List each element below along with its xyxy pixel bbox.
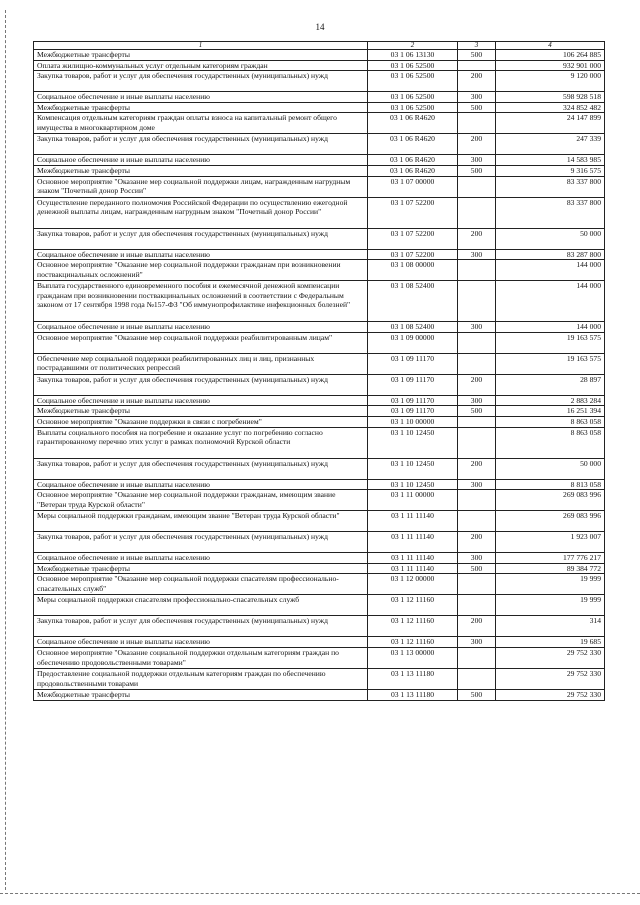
row-type-cell: 200 [458,374,496,395]
row-sum-cell: 19 685 [496,637,605,648]
row-name-cell: Социальное обеспечение и иные выплаты населению [34,395,368,406]
row-name-cell: Социальное обеспечение и иные выплаты населению [34,637,368,648]
row-type-cell: 300 [458,249,496,260]
page-number: 14 [315,22,325,32]
row-sum-cell: 598 928 518 [496,92,605,103]
table-row [34,532,605,553]
row-type-cell: 300 [458,553,496,564]
row-name-cell: Закупка товаров, работ и услуг для обеспечения государственных (муниципальных) нужд [34,374,368,395]
row-code-cell: 03 1 10 12450 [368,427,458,458]
row-name-cell: Межбюджетные трансферты [34,165,368,176]
table-row [34,322,605,333]
row-sum-cell: 14 583 985 [496,155,605,166]
table-row [34,92,605,103]
row-code-cell: 03 1 06 52500 [368,92,458,103]
scan-edge-line-left [5,10,6,890]
row-sum-cell: 19 163 575 [496,353,605,374]
table-row [34,249,605,260]
row-sum-cell: 932 901 000 [496,60,605,71]
row-name-cell: Основное мероприятие "Оказание социальной поддержки отдельным категориям граждан по обеспечению продовольственными товарами" [34,647,368,668]
row-type-cell: 300 [458,92,496,103]
row-type-cell [458,332,496,353]
table-row [34,197,605,228]
row-code-cell: 03 1 09 11170 [368,395,458,406]
row-name-cell: Меры социальной поддержки гражданам, имеющим звание "Ветеран труда Курской области" [34,511,368,532]
row-sum-cell: 9 316 575 [496,165,605,176]
row-name-cell: Основное мероприятие "Оказание мер социальной поддержки лицам, награжденным нагрудным знаком "Почетный донор России" [34,176,368,197]
table-row [34,490,605,511]
row-type-cell: 200 [458,458,496,479]
row-code-cell: 03 1 13 00000 [368,647,458,668]
row-type-cell [458,113,496,134]
table-row [34,374,605,395]
table-row [34,458,605,479]
row-type-cell: 300 [458,479,496,490]
row-type-cell [458,511,496,532]
row-name-cell: Основное мероприятие "Оказание мер социальной поддержки гражданам при возникновении поствакцинальных осложнений" [34,260,368,281]
table-row [34,134,605,155]
row-code-cell: 03 1 11 00000 [368,490,458,511]
row-sum-cell: 8 813 058 [496,479,605,490]
row-sum-cell: 50 000 [496,458,605,479]
row-type-cell [458,176,496,197]
row-name-cell: Меры социальной поддержки спасателям профессионально-спасательных служб [34,595,368,616]
table-row [34,668,605,689]
row-sum-cell: 29 752 330 [496,668,605,689]
table-row [34,647,605,668]
row-type-cell [458,668,496,689]
row-code-cell: 03 1 06 R4620 [368,155,458,166]
row-sum-cell: 9 120 000 [496,71,605,92]
row-name-cell: Оплата жилищно-коммунальных услуг отдельным категориям граждан [34,60,368,71]
row-name-cell: Межбюджетные трансферты [34,50,368,61]
row-type-cell: 300 [458,322,496,333]
row-code-cell: 03 1 07 52200 [368,249,458,260]
table-row [34,479,605,490]
table-row [34,689,605,700]
row-name-cell: Межбюджетные трансферты [34,406,368,417]
row-sum-cell: 83 287 800 [496,249,605,260]
row-name-cell: Социальное обеспечение и иные выплаты населению [34,155,368,166]
row-type-cell [458,60,496,71]
row-code-cell: 03 1 06 R4620 [368,165,458,176]
row-name-cell: Социальное обеспечение и иные выплаты населению [34,553,368,564]
row-name-cell: Межбюджетные трансферты [34,102,368,113]
row-code-cell: 03 1 12 11160 [368,637,458,648]
table-row [34,228,605,249]
row-sum-cell: 19 999 [496,574,605,595]
table-row [34,60,605,71]
table-row [34,637,605,648]
row-name-cell: Основное мероприятие "Оказание мер социальной поддержки гражданам, имеющим звание "Ветеран труда Курской области" [34,490,368,511]
table-row [34,563,605,574]
row-sum-cell: 89 384 772 [496,563,605,574]
table-row [34,427,605,458]
row-code-cell: 03 1 06 52500 [368,71,458,92]
row-code-cell: 03 1 10 12450 [368,458,458,479]
row-type-cell [458,427,496,458]
table-row [34,332,605,353]
row-name-cell: Осуществление переданного полномочия Российской Федерации по осуществлению ежегодной денежной выплаты лицам, награжденным нагрудным знаком "Почетный донор России" [34,197,368,228]
column-header-type: 3 [458,42,496,50]
row-code-cell: 03 1 09 11170 [368,406,458,417]
row-code-cell: 03 1 12 11160 [368,595,458,616]
row-code-cell: 03 1 11 11140 [368,511,458,532]
row-name-cell: Закупка товаров, работ и услуг для обеспечения государственных (муниципальных) нужд [34,532,368,553]
row-type-cell: 200 [458,134,496,155]
row-code-cell: 03 1 09 11170 [368,374,458,395]
table-row [34,553,605,564]
row-name-cell: Закупка товаров, работ и услуг для обеспечения государственных (муниципальных) нужд [34,616,368,637]
row-code-cell: 03 1 12 00000 [368,574,458,595]
row-sum-cell: 28 897 [496,374,605,395]
row-code-cell: 03 1 08 52400 [368,322,458,333]
row-name-cell: Основное мероприятие "Оказание мер социальной поддержки реабилитированным лицам" [34,332,368,353]
row-code-cell: 03 1 08 00000 [368,260,458,281]
row-code-cell: 03 1 06 52500 [368,60,458,71]
row-name-cell: Предоставление социальной поддержки отдельным категориям граждан по обеспечению продовольственными товарами [34,668,368,689]
row-type-cell: 300 [458,395,496,406]
row-sum-cell: 144 000 [496,281,605,322]
row-name-cell: Основное мероприятие "Оказание мер социальной поддержки спасателям профессионально-спасательных служб" [34,574,368,595]
row-sum-cell: 324 852 482 [496,102,605,113]
row-name-cell: Основное мероприятие "Оказание поддержки в связи с погребением" [34,416,368,427]
row-name-cell: Выплаты социального пособия на погребение и оказание услуг по погребению согласно гарантированному перечню этих услуг в рамках полномочий Курской области [34,427,368,458]
scan-edge-line-bottom [0,893,640,894]
table-row [34,71,605,92]
row-sum-cell: 83 337 800 [496,197,605,228]
table-row [34,353,605,374]
table-row [34,574,605,595]
table-row [34,260,605,281]
row-type-cell: 200 [458,228,496,249]
row-sum-cell: 247 339 [496,134,605,155]
table-row [34,416,605,427]
row-type-cell: 500 [458,563,496,574]
row-sum-cell: 8 863 058 [496,416,605,427]
row-sum-cell: 83 337 800 [496,176,605,197]
row-code-cell: 03 1 10 12450 [368,479,458,490]
row-type-cell [458,595,496,616]
row-code-cell: 03 1 13 11180 [368,689,458,700]
table-header-row [34,42,605,50]
row-code-cell: 03 1 06 13130 [368,50,458,61]
row-type-cell: 300 [458,155,496,166]
row-name-cell: Межбюджетные трансферты [34,689,368,700]
row-sum-cell: 19 999 [496,595,605,616]
row-code-cell: 03 1 06 R4620 [368,113,458,134]
row-code-cell: 03 1 12 11160 [368,616,458,637]
row-name-cell: Закупка товаров, работ и услуг для обеспечения государственных (муниципальных) нужд [34,71,368,92]
row-sum-cell: 19 163 575 [496,332,605,353]
row-name-cell: Закупка товаров, работ и услуг для обеспечения государственных (муниципальных) нужд [34,228,368,249]
table-row [34,113,605,134]
row-name-cell: Закупка товаров, работ и услуг для обеспечения государственных (муниципальных) нужд [34,134,368,155]
row-type-cell [458,353,496,374]
table-row [34,50,605,61]
budget-table [33,41,605,701]
table-row [34,616,605,637]
row-name-cell: Закупка товаров, работ и услуг для обеспечения государственных (муниципальных) нужд [34,458,368,479]
table-row [34,595,605,616]
table-row [34,281,605,322]
row-name-cell: Компенсация отдельным категориям граждан оплаты взноса на капитальный ремонт общего имущества в многоквартирном доме [34,113,368,134]
row-sum-cell: 8 863 058 [496,427,605,458]
row-type-cell: 500 [458,406,496,417]
row-type-cell [458,281,496,322]
row-code-cell: 03 1 07 52200 [368,228,458,249]
row-code-cell: 03 1 13 11180 [368,668,458,689]
table-row [34,395,605,406]
row-sum-cell: 314 [496,616,605,637]
table-row [34,406,605,417]
row-name-cell: Социальное обеспечение и иные выплаты населению [34,92,368,103]
row-sum-cell: 177 776 217 [496,553,605,564]
row-type-cell: 200 [458,71,496,92]
row-name-cell: Межбюджетные трансферты [34,563,368,574]
row-name-cell: Социальное обеспечение и иные выплаты населению [34,249,368,260]
row-sum-cell: 24 147 899 [496,113,605,134]
row-type-cell [458,416,496,427]
row-sum-cell: 29 752 330 [496,647,605,668]
row-type-cell: 300 [458,637,496,648]
row-type-cell [458,647,496,668]
table-row [34,165,605,176]
table-row [34,176,605,197]
row-sum-cell: 29 752 330 [496,689,605,700]
column-header-name: 1 [34,42,368,50]
row-code-cell: 03 1 07 52200 [368,197,458,228]
row-code-cell: 03 1 08 52400 [368,281,458,322]
row-sum-cell: 2 883 284 [496,395,605,406]
row-sum-cell: 269 083 996 [496,490,605,511]
row-code-cell: 03 1 06 R4620 [368,134,458,155]
row-sum-cell: 50 000 [496,228,605,249]
row-name-cell: Социальное обеспечение и иные выплаты населению [34,322,368,333]
row-code-cell: 03 1 09 11170 [368,353,458,374]
row-code-cell: 03 1 11 11140 [368,563,458,574]
row-code-cell: 03 1 11 11140 [368,553,458,564]
row-type-cell [458,197,496,228]
row-sum-cell: 1 923 007 [496,532,605,553]
table-row [34,511,605,532]
column-header-sum: 4 [496,42,605,50]
column-header-code: 2 [368,42,458,50]
row-type-cell [458,260,496,281]
row-code-cell: 03 1 11 11140 [368,532,458,553]
row-type-cell: 200 [458,616,496,637]
row-name-cell: Обеспечение мер социальной поддержки реабилитированных лиц и лиц, признанных пострадавшими от политических репрессий [34,353,368,374]
row-sum-cell: 269 083 996 [496,511,605,532]
row-sum-cell: 144 000 [496,260,605,281]
row-type-cell: 500 [458,50,496,61]
row-sum-cell: 106 264 885 [496,50,605,61]
table-row [34,155,605,166]
row-type-cell [458,574,496,595]
row-code-cell: 03 1 10 00000 [368,416,458,427]
table-row [34,102,605,113]
row-type-cell: 500 [458,689,496,700]
row-code-cell: 03 1 09 00000 [368,332,458,353]
row-type-cell: 500 [458,165,496,176]
row-sum-cell: 16 251 394 [496,406,605,417]
row-type-cell [458,490,496,511]
row-name-cell: Выплата государственного единовременного пособия и ежемесячной денежной компенсации гражданам при возникновении поствакцинальных осложнений в соответствии с Федеральным законом от 17 сентября 1998 года №157-ФЗ "Об иммунопрофилактике инфекционных болезней" [34,281,368,322]
row-sum-cell: 144 000 [496,322,605,333]
row-type-cell: 500 [458,102,496,113]
row-name-cell: Социальное обеспечение и иные выплаты населению [34,479,368,490]
row-code-cell: 03 1 07 00000 [368,176,458,197]
row-type-cell: 200 [458,532,496,553]
row-code-cell: 03 1 06 52500 [368,102,458,113]
